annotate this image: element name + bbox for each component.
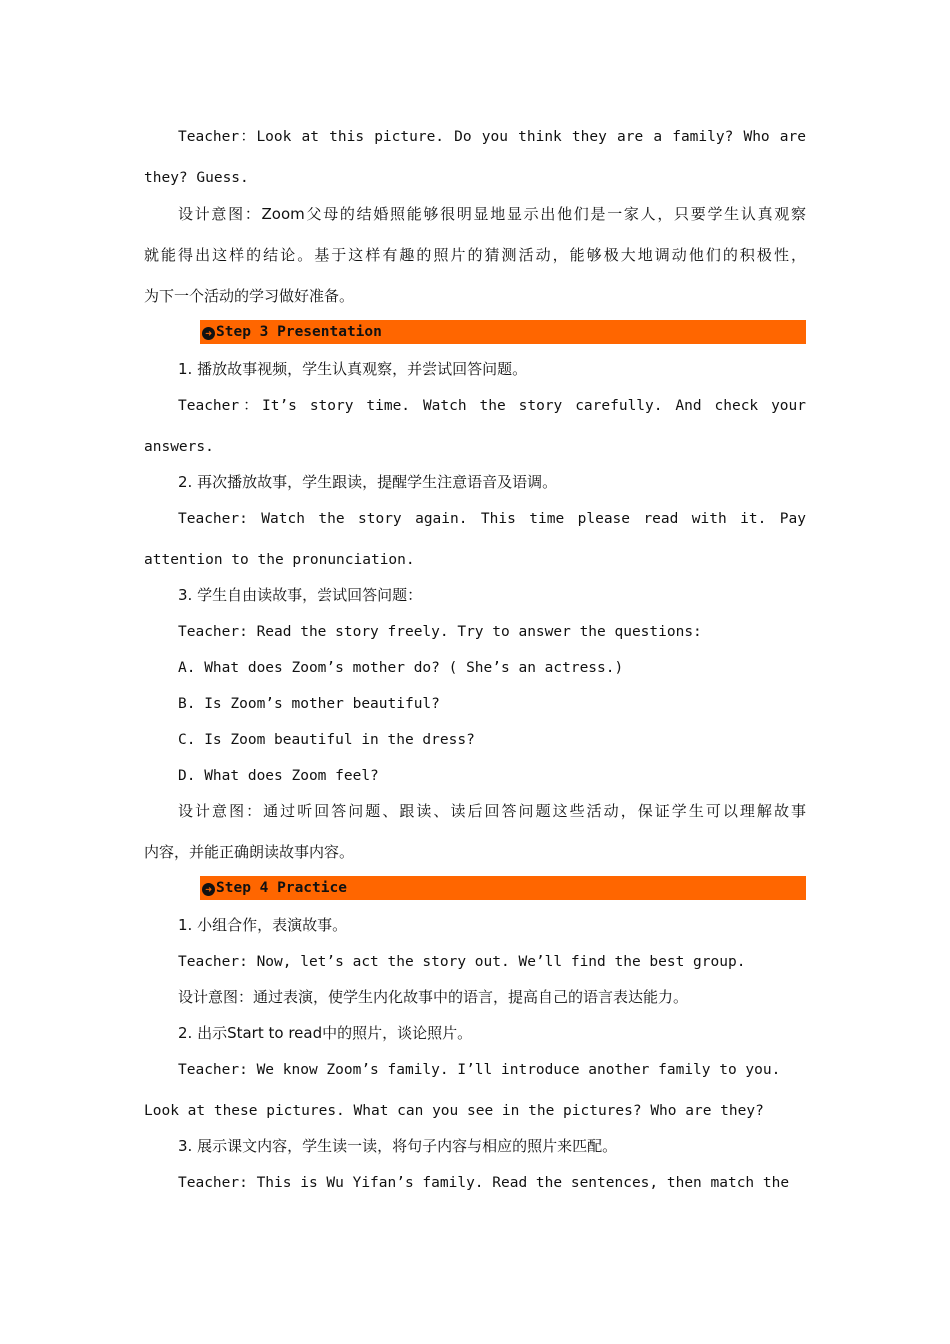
step-3-heading-text: Step 3 Presentation [216, 324, 382, 340]
paragraph-line: 设计意图：通过听回答问题、跟读、读后回答问题这些活动，保证学生可以理解故事 [178, 802, 806, 820]
paragraph-line: 内容，并能正确朗读故事内容。 [144, 843, 355, 861]
paragraph-line: Look at these pictures. What can you see in the pictures? Who are they? [144, 1103, 764, 1119]
paragraph-line: 3. 展示课文内容，学生读一读，将句子内容与相应的照片来匹配。 [178, 1137, 618, 1155]
step-4-heading [200, 876, 806, 900]
paragraph-line: Teacher：Look at this picture. Do you think they are a family? Who are [178, 129, 806, 145]
paragraph-line: 2. 出示Start to read中的照片，谈论照片。 [178, 1024, 473, 1042]
circled-arrow-icon: ➜ [202, 883, 215, 896]
paragraph-line: Teacher: We know Zoom’s family. I’ll introduce another family to you. [178, 1062, 781, 1078]
paragraph-line: Teacher: Read the story freely. Try to answer the questions: [178, 624, 702, 640]
paragraph-line: they? Guess. [144, 170, 249, 186]
paragraph-line: 设计意图：Zoom父母的结婚照能够很明显地显示出他们是一家人，只要学生认真观察 [178, 205, 806, 223]
question-item: C. Is Zoom beautiful in the dress? [178, 732, 475, 748]
circled-arrow-icon: ➜ [202, 327, 215, 340]
paragraph-line: 3. 学生自由读故事，尝试回答问题： [178, 586, 423, 604]
paragraph-line: 2. 再次播放故事，学生跟读，提醒学生注意语音及语调。 [178, 473, 558, 491]
question-item: D. What does Zoom feel? [178, 768, 379, 784]
paragraph-line: 设计意图：通过表演，使学生内化故事中的语言，提高自己的语言表达能力。 [178, 988, 689, 1006]
paragraph-line: 1. 小组合作，表演故事。 [178, 916, 348, 934]
paragraph-line: 就能得出这样的结论。基于这样有趣的照片的猜测活动，能够极大地调动他们的积极性， [144, 246, 806, 264]
question-item: B. Is Zoom’s mother beautiful? [178, 696, 440, 712]
paragraph-line: Teacher: This is Wu Yifan’s family. Read the sentences, then match the [178, 1175, 790, 1191]
paragraph-line: attention to the pronunciation. [144, 552, 415, 568]
step-4-heading-text: Step 4 Practice [216, 880, 347, 896]
paragraph-line: 为下一个活动的学习做好准备。 [144, 287, 355, 305]
paragraph-line: Teacher: Watch the story again. This time please read with it. Pay [178, 511, 806, 527]
paragraph-line: Teacher: Now, let’s act the story out. We’ll find the best group. [178, 954, 746, 970]
paragraph-line: 1. 播放故事视频，学生认真观察，并尝试回答问题。 [178, 360, 528, 378]
step-3-heading [200, 320, 806, 344]
paragraph-line: Teacher：It’s story time. Watch the story carefully. And check your [178, 398, 806, 414]
paragraph-line: answers. [144, 439, 214, 455]
question-item: A. What does Zoom’s mother do? ( She’s an actress.) [178, 660, 624, 676]
